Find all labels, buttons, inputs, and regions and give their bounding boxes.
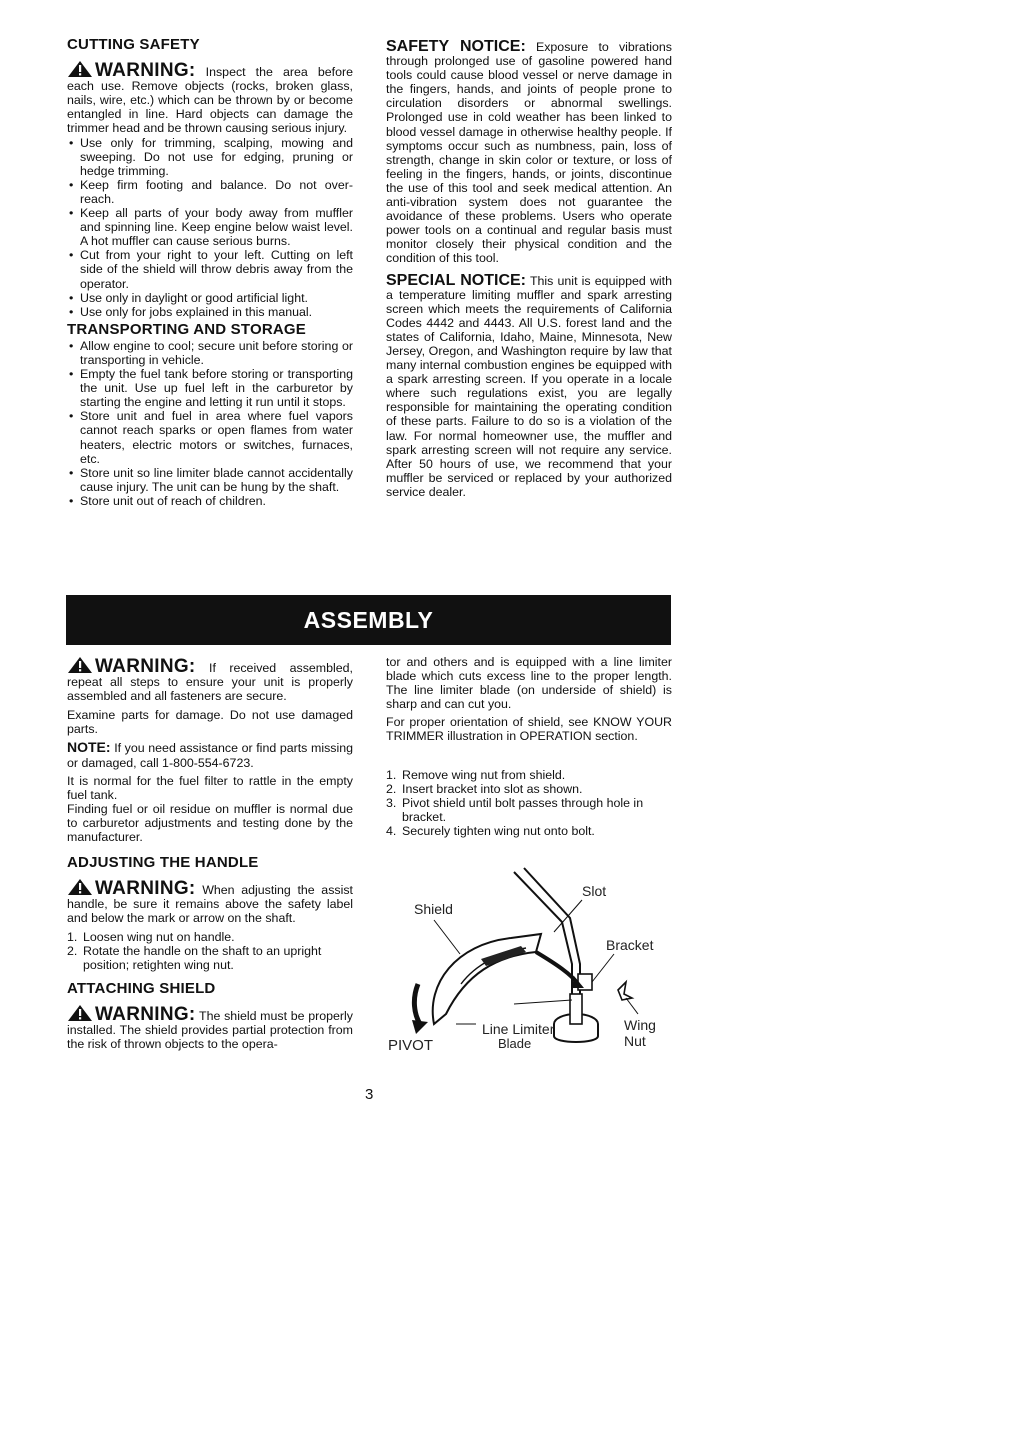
list-item: • Keep all parts of your body away from muffler and spinning line. Keep engine below waist level. A hot muffler can cause serious burns. <box>67 206 353 248</box>
adjusting-handle-heading: ADJUSTING THE HANDLE <box>67 854 259 872</box>
shield-warning-text-start: The shield must be properly installed. The shield provides partial protection from the risk of thrown objects to the opera- <box>67 1008 353 1052</box>
warning-triangle-icon <box>67 60 93 78</box>
warning-triangle-icon <box>67 1004 93 1022</box>
list-item: • Allow engine to cool; secure unit before storing or transporting in vehicle. <box>67 339 353 367</box>
handle-warning <box>67 878 353 925</box>
special-notice-label: SPECIAL NOTICE: <box>386 271 526 289</box>
list-item: 1. Loosen wing nut on handle. <box>67 929 235 944</box>
assembly-left-column <box>67 656 353 1051</box>
pivot-label: PIVOT <box>388 1037 434 1054</box>
trimmer-head <box>554 1024 598 1042</box>
assembly-right-column <box>386 655 672 844</box>
list-item: 2. Rotate the handle on the shaft to an upright position; retighten wing nut. <box>67 943 322 972</box>
notices-section <box>386 40 672 503</box>
safety-notice <box>386 40 672 266</box>
shield-label: Shield <box>414 901 453 917</box>
line-limiter-label: Line Limiter <box>482 1021 555 1037</box>
list-item: • Keep firm footing and balance. Do not over-reach. <box>67 178 353 206</box>
warning-label: WARNING: <box>95 656 196 677</box>
list-item: • Use only for trimming, scalping, mowing and sweeping. Do not use for edging, pruning or hedge trimming. <box>67 136 353 178</box>
page-number: 3 <box>365 1086 374 1103</box>
cutting-safety-heading: CUTTING SAFETY <box>67 36 200 53</box>
trimmer-head <box>570 994 582 1024</box>
safety-notice-label: SAFETY NOTICE: <box>386 38 526 55</box>
warning-label: WARNING: <box>95 60 196 82</box>
safety-notice-text: Exposure to vibrations through prolonged use of gasoline powered hand tools could cause blood vessel or nerve damage in the fingers, hands, and joints of people prone to circulation disorders or abnormal swellings. Prolonged use in cold weather has been linked to blood vessel damage in otherwise healthy people. If symptoms occur such as numbness, pain, loss of strength, change in skin color or texture, or loss of feeling in the fingers, hands, or joints, discontinue the use of this tool and seek medical attention. An anti-vibration system does not guarantee the avoidance of these problems. Users who operate power tools on a continual and regular basis must monitor closely their physical condition and the condition of this tool. <box>386 40 672 266</box>
note <box>67 740 353 769</box>
warning-text: Inspect the area before each use. Remove objects (rocks, broken glass, nails, wire, etc.) which can be thrown by or become entangled in line. Hard objects can damage the trimmer head and be thrown causing serious injury. <box>67 65 354 136</box>
leader-line <box>626 998 638 1014</box>
leader-line <box>592 954 614 982</box>
list-item: 3. Pivot shield until bolt passes through hole in bracket. <box>386 795 644 824</box>
orientation-text: For proper orientation of shield, see KNOW YOUR TRIMMER illustration in OPERATION section. <box>386 715 672 744</box>
bracket-label: Bracket <box>606 937 654 953</box>
pivot-arrow-icon <box>412 1020 428 1034</box>
assembly-warning <box>67 656 353 703</box>
rattle-text: It is normal for the fuel filter to rattle in the empty fuel tank. <box>67 773 353 802</box>
note-label: NOTE: <box>67 739 111 756</box>
slot-label: Slot <box>582 883 607 899</box>
trimmer-shaft <box>514 872 572 994</box>
pivot-arrow-icon <box>414 984 420 1024</box>
blade-label: Blade <box>498 1036 532 1051</box>
leader-line <box>514 1000 572 1004</box>
wing-nut-icon <box>618 982 632 1000</box>
shield-assembly-diagram <box>386 864 686 1064</box>
warning-triangle-icon <box>67 656 93 674</box>
special-notice <box>386 271 672 500</box>
list-item: • Use only for jobs explained in this manual. <box>67 305 353 319</box>
warning-triangle-icon <box>67 878 93 896</box>
cutting-safety-warning <box>67 60 353 135</box>
leader-line <box>434 920 460 954</box>
warning-label: WARNING: <box>95 878 196 900</box>
residue-text: Finding fuel or oil residue on muffler is normal due to carburetor adjustments and testing done by the manufacturer. <box>67 801 353 845</box>
shield-steps <box>386 768 672 838</box>
note-text: If you need assistance or find parts missing or damaged, call 1-800-554-6723. <box>67 741 353 770</box>
cutting-safety-section <box>67 38 353 512</box>
cutting-safety-list <box>67 136 353 319</box>
assembly-banner: ASSEMBLY <box>66 595 671 645</box>
special-notice-text: This unit is equipped with a temperature limiting muffler and spark arresting screen which meets the requirements of California Codes 4442 and 4443. All U.S. forest land and the states of California, Idaho, Maine, Minnesota, New Jersey, Oregon, and Washington require by law that many internal combustion engines be equipped with a spark arresting screen. If you operate in a locale where such regulations exist, you are legally responsible for maintaining the operating condition of these parts. Failure to do so is a violation of the law. For normal homeowner use, the muffler and spark arresting screen will not require any service. After 50 hours of use, we recommend that your muffler be serviced or replaced by your authorized service dealer. <box>386 273 672 499</box>
warning-text: If received assembled, repeat all steps to ensure your unit is properly assembled and all fasteners are secure. <box>67 661 353 704</box>
transporting-heading: TRANSPORTING AND STORAGE <box>67 320 306 338</box>
shield-warning-continuation: tor and others and is equipped with a line limiter blade which cuts excess line to the proper length. The line limiter blade (on underside of shield) is sharp and can cut you. <box>386 655 672 712</box>
transporting-list <box>67 339 353 508</box>
warning-text: When adjusting the assist handle, be sure it remains above the safety label and below the mark or arrow on the shaft. <box>67 883 353 926</box>
wing-label: Wing <box>624 1017 656 1033</box>
list-item: 4. Securely tighten wing nut onto bolt. <box>386 823 595 838</box>
list-item: 1. Remove wing nut from shield. <box>386 767 566 782</box>
handle-steps <box>67 930 353 972</box>
list-item: • Store unit and fuel in area where fuel vapors cannot reach sparks or open flames from water heaters, electric motors or switches, furnaces, etc. <box>67 409 353 465</box>
list-item: • Empty the fuel tank before storing or transporting the unit. Use up fuel left in the carburetor by starting the engine and letting it run until it stops. <box>67 367 353 409</box>
list-item: • Use only in daylight or good artificial light. <box>67 291 353 305</box>
list-item: 2. Insert bracket into slot as shown. <box>386 781 583 796</box>
nut-label: Nut <box>624 1033 646 1049</box>
list-item: • Store unit so line limiter blade cannot accidentally cause injury. The unit can be hung by the shaft. <box>67 466 353 494</box>
list-item: • Store unit out of reach of children. <box>67 494 353 508</box>
attaching-shield-heading: ATTACHING SHIELD <box>67 979 216 997</box>
shield-warning <box>67 1004 353 1051</box>
list-item: • Cut from your right to your left. Cutting on left side of the shield will throw debris away from the operator. <box>67 248 353 290</box>
warning-label: WARNING: <box>95 1003 196 1025</box>
examine-text: Examine parts for damage. Do not use damaged parts. <box>67 708 353 737</box>
